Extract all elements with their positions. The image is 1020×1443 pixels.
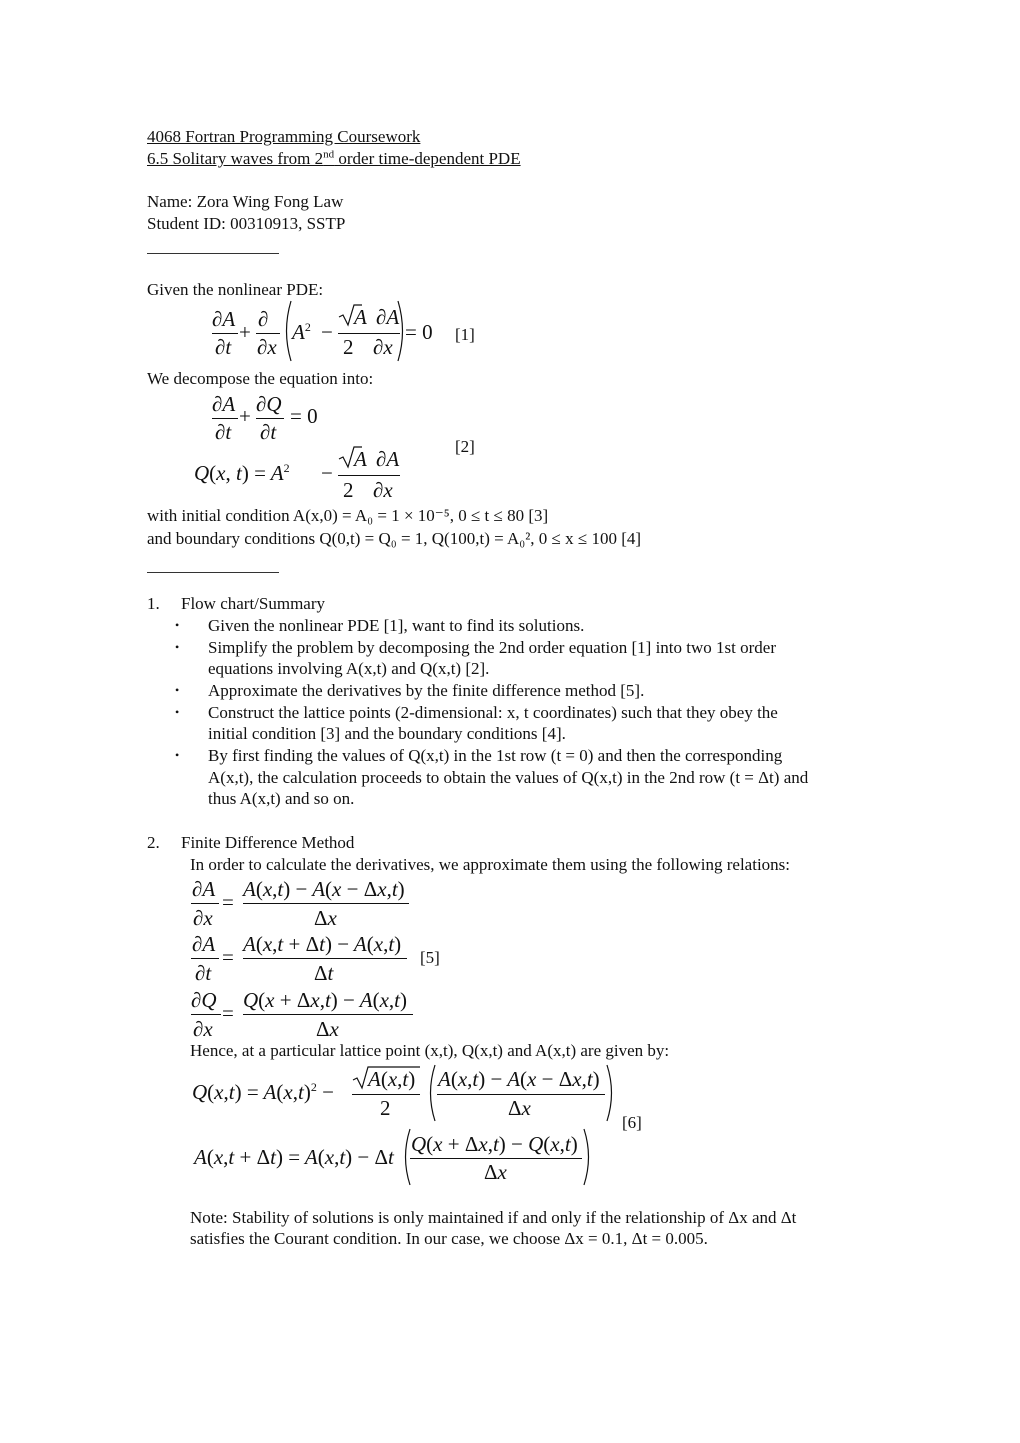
section-2-title: Finite Difference Method <box>181 833 355 852</box>
document-subtitle <box>147 148 521 169</box>
equation-5-tag: [5] <box>420 948 440 967</box>
bullet-icon: • <box>175 705 180 719</box>
student-id: Student ID: 00310913, SSTP <box>147 214 346 233</box>
list-item: Given the nonlinear PDE [1], want to find its solutions. <box>208 616 585 635</box>
list-item: Approximate the derivatives by the finite difference method [5]. <box>208 681 645 700</box>
separator-line-2 <box>147 572 279 573</box>
subtitle-text: 6.5 Solitary waves from 2 <box>147 149 324 168</box>
stability-note: Note: Stability of solutions is only maintained if and only if the relationship of Δx and Δt <box>190 1208 797 1227</box>
list-item-continued: equations involving A(x,t) and Q(x,t) [2]. <box>208 659 490 678</box>
list-item-continued: thus A(x,t) and so on. <box>208 789 355 808</box>
decompose-label: We decompose the equation into: <box>147 369 374 388</box>
section-1-title: Flow chart/Summary <box>181 594 326 613</box>
section-1-number: 1. <box>147 594 160 613</box>
separator-line <box>147 253 279 254</box>
bullet-icon: • <box>175 683 180 697</box>
subtitle-text-end: order time-dependent PDE <box>334 149 521 168</box>
bullet-icon: • <box>175 748 180 762</box>
subtitle-superscript: nd <box>323 148 335 161</box>
equation-6-tag: [6] <box>622 1113 642 1132</box>
list-item: Simplify the problem by decomposing the 2nd order equation [1] into two 1st order <box>208 638 776 657</box>
student-name: Name: Zora Wing Fong Law <box>147 192 344 211</box>
bullet-icon: • <box>175 618 180 632</box>
list-item-continued: initial condition [3] and the boundary conditions [4]. <box>208 724 566 743</box>
equation-1-tag: [1] <box>455 325 475 344</box>
list-item: Construct the lattice points (2-dimensional: x, t coordinates) such that they obey the <box>208 703 778 722</box>
section-2-number: 2. <box>147 833 160 852</box>
list-item: By first finding the values of Q(x,t) in the 1st row (t = 0) and then the corresponding <box>208 746 783 765</box>
stability-note-continued: satisfies the Courant condition. In our case, we choose Δx = 0.1, Δt = 0.005. <box>190 1229 708 1248</box>
given-pde-label: Given the nonlinear PDE: <box>147 280 324 299</box>
list-item-continued: A(x,t), the calculation proceeds to obtain the values of Q(x,t) in the 2nd row (t = Δt) and <box>208 768 809 787</box>
boundary-conditions: and boundary conditions Q(0,t) = Q₀ = 1, Q(100,t) = A₀², 0 ≤ x ≤ 100 [4] <box>147 529 642 548</box>
section-2-intro: In order to calculate the derivatives, we approximate them using the following relations: <box>190 855 791 874</box>
equation-2-tag: [2] <box>455 437 475 456</box>
hence-label: Hence, at a particular lattice point (x,t), Q(x,t) and A(x,t) are given by: <box>190 1041 670 1060</box>
initial-condition: with initial condition A(x,0) = A₀ = 1 × 10⁻⁵, 0 ≤ t ≤ 80 [3] <box>147 506 549 525</box>
course-title: 4068 Fortran Programming Coursework <box>147 127 421 146</box>
bullet-icon: • <box>175 640 180 654</box>
